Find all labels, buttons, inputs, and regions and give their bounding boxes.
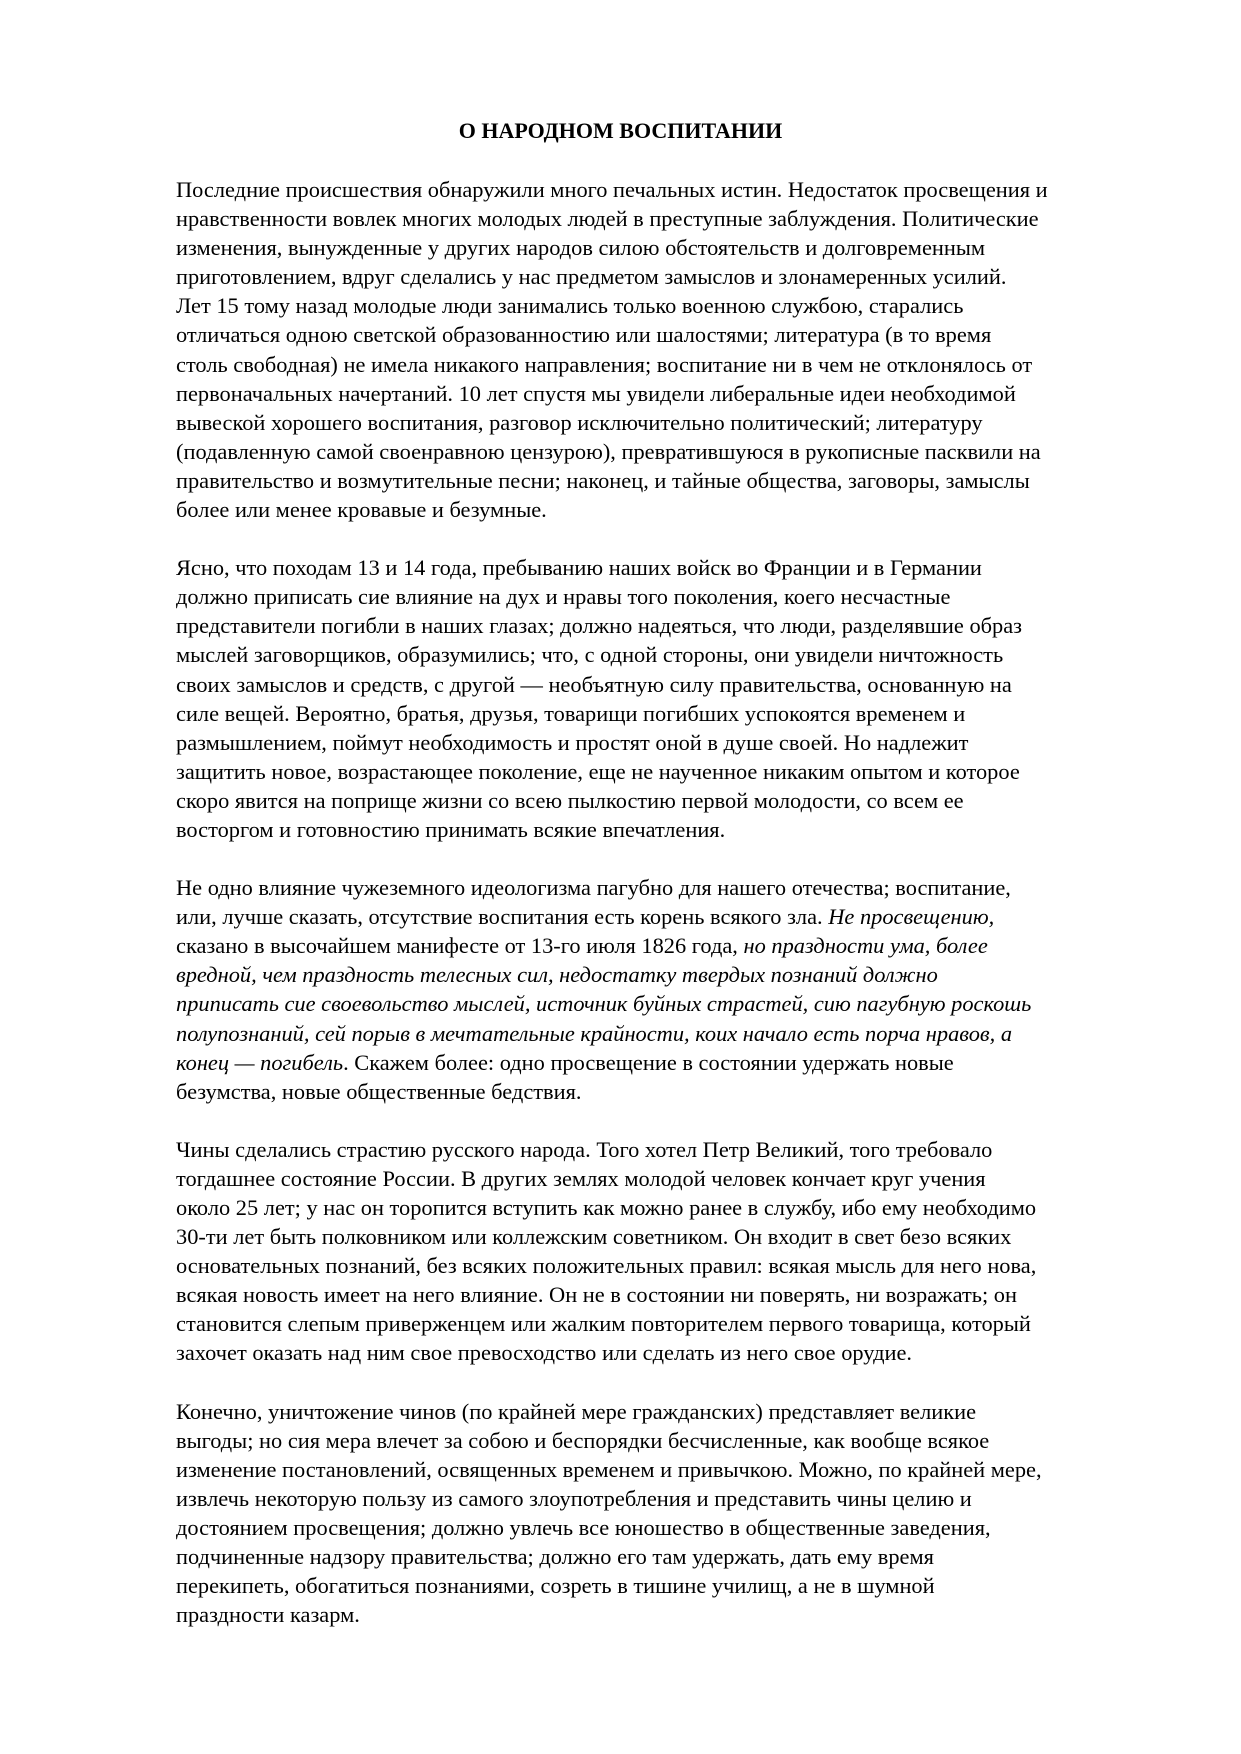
- text-segment: Не одно влияние чужеземного идеологизма пагубно для нашего отечества; воспитание,: [176, 875, 1011, 901]
- text-segment: приготовлением, вдруг сделались у нас предметом замыслов и злонамеренных усилий.: [176, 264, 1007, 290]
- text-line: [176, 204, 1156, 233]
- text-line: [176, 1193, 1156, 1222]
- paragraph-2: [176, 553, 1156, 844]
- text-segment: Последние происшествия обнаружили много печальных истин. Недостаток просвещения и: [176, 177, 1048, 202]
- text-line: [176, 699, 1156, 728]
- text-line: [176, 350, 1156, 379]
- text-segment: Ясно, что походам 13 и 14 года, пребыванию наших войск во Франции и в Германии: [176, 555, 982, 581]
- text-segment: восторгом и готовностию принимать всякие впечатления.: [176, 816, 726, 842]
- text-line: [176, 437, 1156, 466]
- text-segment: скоро явится на поприще жизни со всею пылкостию первой молодости, со всем ее: [176, 787, 964, 813]
- text-segment: тогдашнее состояние России. В других землях молодой человек кончает круг учения: [176, 1165, 986, 1191]
- text-line: [176, 379, 1156, 408]
- text-segment: (подавленную самой своенравною цензурою), превратившуюся в рукописные пасквили на: [176, 438, 1041, 464]
- text-line: [176, 757, 1156, 786]
- text-segment: защитить новое, возрастающее поколение, еще не наученное никаким опытом и которое: [176, 758, 1020, 784]
- text-segment: около 25 лет; у нас он торопится вступить как можно ранее в службу, ибо ему необходимо: [176, 1195, 1037, 1220]
- text-segment: основательных познаний, без всяких положительных правил: всякая мысль для него нова,: [176, 1253, 1037, 1279]
- text-line: [176, 1338, 1156, 1367]
- italic-quote-segment: конец — погибель: [176, 1049, 344, 1075]
- text-segment: захочет оказать над ним свое превосходство или сделать из него свое орудие.: [176, 1340, 912, 1366]
- text-line: [176, 320, 1156, 349]
- text-line: [176, 1222, 1156, 1251]
- text-line: [176, 1484, 1156, 1513]
- text-line: [176, 262, 1156, 291]
- text-line: [176, 786, 1156, 815]
- text-line: [176, 931, 1156, 960]
- text-line: [176, 1048, 1156, 1077]
- italic-quote-segment: вредной, чем праздность телесных сил, недостатку твердых познаний должно: [176, 962, 938, 988]
- text-segment: выгоды; но сия мера влечет за собою и беспорядки бесчисленные, как вообще всякое: [176, 1427, 990, 1453]
- text-segment: силе вещей. Вероятно, братья, друзья, товарищи погибших успокоятся временем и: [176, 700, 966, 726]
- paragraph-3: [176, 873, 1156, 1106]
- text-segment: отличаться одною светской образованностию или шалостями; литература (в то время: [176, 322, 992, 348]
- text-line: [176, 1542, 1156, 1571]
- text-segment: своих замыслов и средств, с другой — необъятную силу правительства, основанную на: [176, 671, 1012, 697]
- text-segment: Конечно, уничтожение чинов (по крайней мере гражданских) представляет великие: [176, 1398, 977, 1424]
- italic-quote-segment: Не просвещению,: [828, 904, 995, 930]
- italic-quote-segment: полупознаний, сей порыв в мечтательные крайности, коих начало есть порча нравов, а: [176, 1020, 1013, 1046]
- text-line: [176, 408, 1156, 437]
- paragraph-1: [176, 175, 1156, 524]
- text-line: [176, 960, 1156, 989]
- text-segment: сказано в высочайшем манифесте от 13-го июля 1826 года,: [176, 933, 744, 959]
- text-line: [176, 728, 1156, 757]
- text-line: [176, 1455, 1156, 1484]
- text-line: [176, 815, 1156, 844]
- text-segment: изменение постановлений, освященных временем и привычкою. Можно, по крайней мере,: [176, 1456, 1042, 1482]
- text-segment: Лет 15 тому назад молодые люди занимались только военною службою, старались: [176, 293, 964, 319]
- text-segment: мыслей заговорщиков, образумились; что, с одной стороны, они увидели ничтожность: [176, 642, 1004, 668]
- text-segment: столь свободная) не имела никакого направления; воспитание ни в чем не отклонялось от: [176, 351, 1033, 377]
- text-segment: 30-ти лет быть полковником или коллежским советником. Он входит в свет безо всяких: [176, 1224, 1012, 1250]
- paragraph-4: [176, 1135, 1156, 1368]
- text-segment: безумства, новые общественные бедствия.: [176, 1078, 582, 1104]
- text-segment: первоначальных начертаний. 10 лет спустя мы увидели либеральные идеи необходимой: [176, 380, 1016, 406]
- text-segment: подчиненные надзору правительства; должно его там удержать, дать ему время: [176, 1544, 934, 1570]
- text-segment: изменения, вынужденные у других народов силою обстоятельств и долговременным: [176, 235, 986, 261]
- text-segment: должно приписать сие влияние на дух и нравы того поколения, коего несчастные: [176, 584, 951, 610]
- text-line: [176, 1135, 1156, 1164]
- text-segment: перекипеть, обогатиться познаниями, созреть в тишине училищ, а не в шумной: [176, 1573, 935, 1599]
- text-line: [176, 1426, 1156, 1455]
- text-line: [176, 1600, 1156, 1629]
- text-line: [176, 1309, 1156, 1338]
- text-segment: достоянием просвещения; должно увлечь все юношество в общественные заведения,: [176, 1514, 991, 1540]
- text-segment: всякая новость имеет на него влияние. Он не в состоянии ни поверять, ни возражать; он: [176, 1282, 1017, 1308]
- text-line: [176, 175, 1156, 204]
- text-line: [176, 466, 1156, 495]
- text-line: [176, 495, 1156, 524]
- text-segment: представители погибли в наших глазах; должно надеяться, что люди, разделявшие образ: [176, 613, 1023, 639]
- text-segment: извлечь некоторую пользу из самого злоупотребления и представить чины целию и: [176, 1485, 972, 1511]
- text-segment: размышлением, поймут необходимость и простят оной в душе своей. Но надлежит: [176, 729, 969, 755]
- italic-quote-segment: но праздности ума, более: [743, 933, 988, 959]
- text-segment: или, лучше сказать, отсутствие воспитания есть корень всякого зла.: [176, 904, 829, 930]
- text-line: [176, 1513, 1156, 1542]
- paragraph-5: [176, 1397, 1156, 1630]
- text-line: [176, 233, 1156, 262]
- text-line: [176, 670, 1156, 699]
- text-line: [176, 1164, 1156, 1193]
- text-segment: Чины сделались страстию русского народа. Того хотел Петр Великий, того требовало: [176, 1136, 993, 1162]
- text-line: [176, 1251, 1156, 1280]
- text-line: [176, 1280, 1156, 1309]
- text-segment: становится слепым приверженцем или жалким повторителем первого товарища, который: [176, 1311, 1031, 1337]
- text-line: [176, 291, 1156, 320]
- text-line: [176, 989, 1156, 1018]
- text-line: [176, 1019, 1156, 1048]
- text-segment: нравственности вовлек многих молодых людей в преступные заблуждения. Политические: [176, 206, 1039, 232]
- italic-quote-segment: приписать сие своевольство мыслей, источник буйных страстей, сию пагубную роскошь: [176, 991, 1032, 1017]
- text-line: [176, 873, 1156, 902]
- text-segment: . Скажем более: одно просвещение в состоянии удержать новые: [343, 1049, 954, 1075]
- text-line: [176, 1077, 1156, 1106]
- text-line: [176, 1571, 1156, 1600]
- text-segment: более или менее кровавые и безумные.: [176, 497, 547, 523]
- document-title: О НАРОДНОМ ВОСПИТАНИИ: [458, 118, 783, 143]
- text-segment: вывеской хорошего воспитания, разговор исключительно политический; литературу: [176, 409, 983, 435]
- text-segment: праздности казарм.: [176, 1602, 360, 1628]
- text-line: [176, 582, 1156, 611]
- text-line: [176, 611, 1156, 640]
- text-line: [176, 902, 1156, 931]
- document-body: [176, 175, 1156, 1658]
- text-line: [176, 553, 1156, 582]
- text-line: [176, 640, 1156, 669]
- text-segment: правительство и возмутительные песни; наконец, и тайные общества, заговоры, замыслы: [176, 467, 1030, 493]
- text-line: [176, 1397, 1156, 1426]
